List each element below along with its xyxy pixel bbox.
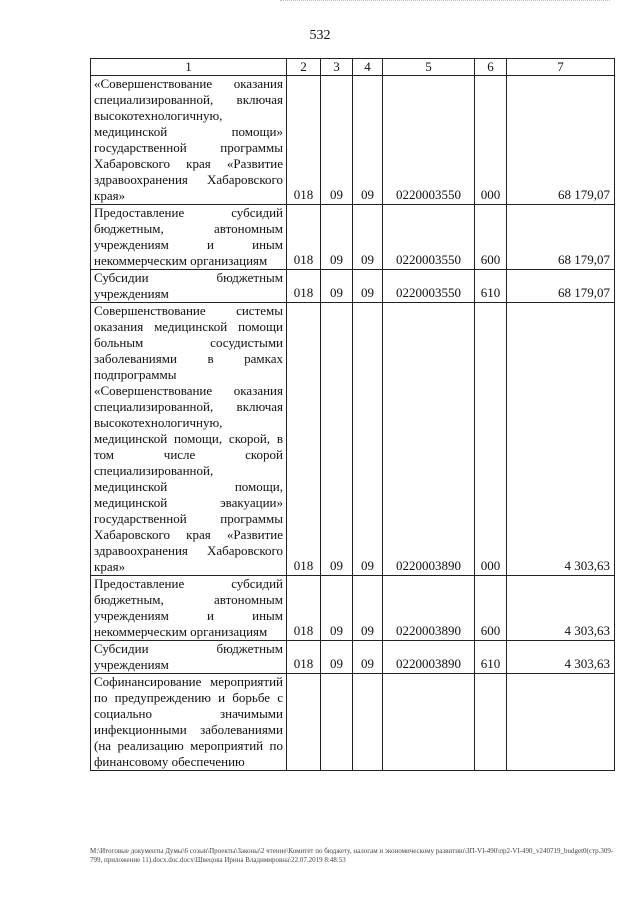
amount-cell: 68 179,07 bbox=[507, 205, 615, 270]
section-code-cell: 09 bbox=[321, 270, 353, 303]
ministry-code-cell: 018 bbox=[287, 76, 321, 205]
row-name-cell: Софинансирование мероприятий по предупреждению и борьбе с социально значимыми инфекционными заболеваниями (на реализацию мероприятий по финансовому обеспечению bbox=[91, 674, 287, 771]
expense-type-cell: 600 bbox=[475, 205, 507, 270]
ministry-code-cell bbox=[287, 674, 321, 771]
expense-type-cell: 610 bbox=[475, 270, 507, 303]
amount-cell: 4 303,63 bbox=[507, 303, 615, 576]
expense-type-cell: 000 bbox=[475, 303, 507, 576]
expense-type-cell bbox=[475, 674, 507, 771]
target-article-cell: 0220003550 bbox=[383, 270, 475, 303]
target-article-cell: 0220003550 bbox=[383, 76, 475, 205]
header-col-7: 7 bbox=[507, 59, 615, 76]
amount-cell: 68 179,07 bbox=[507, 76, 615, 205]
target-article-cell: 0220003890 bbox=[383, 576, 475, 641]
target-article-cell: 0220003890 bbox=[383, 303, 475, 576]
document-file-path: M:\Итоговые документы Думы\6 созыв\Проекты\Законы\2 чтение\Комитет по бюджету, налогам и экономическому развитию\ЗП-VI-490\пр2-VI-490_v240719_budget0(стр.309-799, приложение 11).docx.doc.docx\Швецова Ирина Владимировна\22.07.2019 8:48:53 bbox=[90, 847, 614, 864]
header-row bbox=[91, 59, 615, 76]
ministry-code-cell: 018 bbox=[287, 205, 321, 270]
scan-artifact-line bbox=[280, 0, 610, 3]
section-code-cell: 09 bbox=[321, 576, 353, 641]
page-number: 532 bbox=[309, 28, 331, 43]
expense-type-cell: 610 bbox=[475, 641, 507, 674]
row-name-cell: Предоставление субсидий бюджетным, автономным учреждениям и иным некоммерческим организациям bbox=[91, 205, 287, 270]
target-article-cell: 0220003890 bbox=[383, 641, 475, 674]
table-row bbox=[91, 641, 615, 674]
row-name-cell: Предоставление субсидий бюджетным, автономным учреждениям и иным некоммерческим организациям bbox=[91, 576, 287, 641]
table-row bbox=[91, 270, 615, 303]
subsection-code-cell: 09 bbox=[353, 76, 383, 205]
subsection-code-cell: 09 bbox=[353, 303, 383, 576]
header-col-2: 2 bbox=[287, 59, 321, 76]
ministry-code-cell: 018 bbox=[287, 303, 321, 576]
amount-cell: 4 303,63 bbox=[507, 641, 615, 674]
subsection-code-cell bbox=[353, 674, 383, 771]
amount-cell: 68 179,07 bbox=[507, 270, 615, 303]
section-code-cell: 09 bbox=[321, 303, 353, 576]
target-article-cell bbox=[383, 674, 475, 771]
table-row bbox=[91, 76, 615, 205]
expense-type-cell: 600 bbox=[475, 576, 507, 641]
header-col-6: 6 bbox=[475, 59, 507, 76]
header-col-4: 4 bbox=[353, 59, 383, 76]
row-name-cell: «Совершенствование оказания специализированной, включая высокотехнологичную, медицинской помощи» государственной программы Хабаровского края «Развитие здравоохранения Хабаровского края» bbox=[91, 76, 287, 205]
table-row bbox=[91, 674, 615, 771]
budget-table bbox=[90, 58, 615, 771]
row-name-cell: Субсидии бюджетным учреждениям bbox=[91, 270, 287, 303]
section-code-cell bbox=[321, 674, 353, 771]
header-col-1: 1 bbox=[91, 59, 287, 76]
amount-cell: 4 303,63 bbox=[507, 576, 615, 641]
subsection-code-cell: 09 bbox=[353, 205, 383, 270]
section-code-cell: 09 bbox=[321, 641, 353, 674]
row-name-cell: Совершенствование системы оказания медицинской помощи больным сосудистыми заболеваниями в рамках подпрограммы «Совершенствование оказания специализированной, включая высокотехнологичную, медицинской помощи, скорой, в том числе скорой специализированной, медицинской помощи, медицинской эвакуации» государственной программы Хабаровского края «Развитие здравоохранения Хабаровского края» bbox=[91, 303, 287, 576]
section-code-cell: 09 bbox=[321, 76, 353, 205]
subsection-code-cell: 09 bbox=[353, 641, 383, 674]
ministry-code-cell: 018 bbox=[287, 641, 321, 674]
section-code-cell: 09 bbox=[321, 205, 353, 270]
ministry-code-cell: 018 bbox=[287, 270, 321, 303]
row-name-cell: Субсидии бюджетным учреждениям bbox=[91, 641, 287, 674]
header-col-5: 5 bbox=[383, 59, 475, 76]
header-col-3: 3 bbox=[321, 59, 353, 76]
expense-type-cell: 000 bbox=[475, 76, 507, 205]
subsection-code-cell: 09 bbox=[353, 270, 383, 303]
target-article-cell: 0220003550 bbox=[383, 205, 475, 270]
subsection-code-cell: 09 bbox=[353, 576, 383, 641]
table-row bbox=[91, 205, 615, 270]
table-row bbox=[91, 303, 615, 576]
table-row bbox=[91, 576, 615, 641]
ministry-code-cell: 018 bbox=[287, 576, 321, 641]
amount-cell bbox=[507, 674, 615, 771]
